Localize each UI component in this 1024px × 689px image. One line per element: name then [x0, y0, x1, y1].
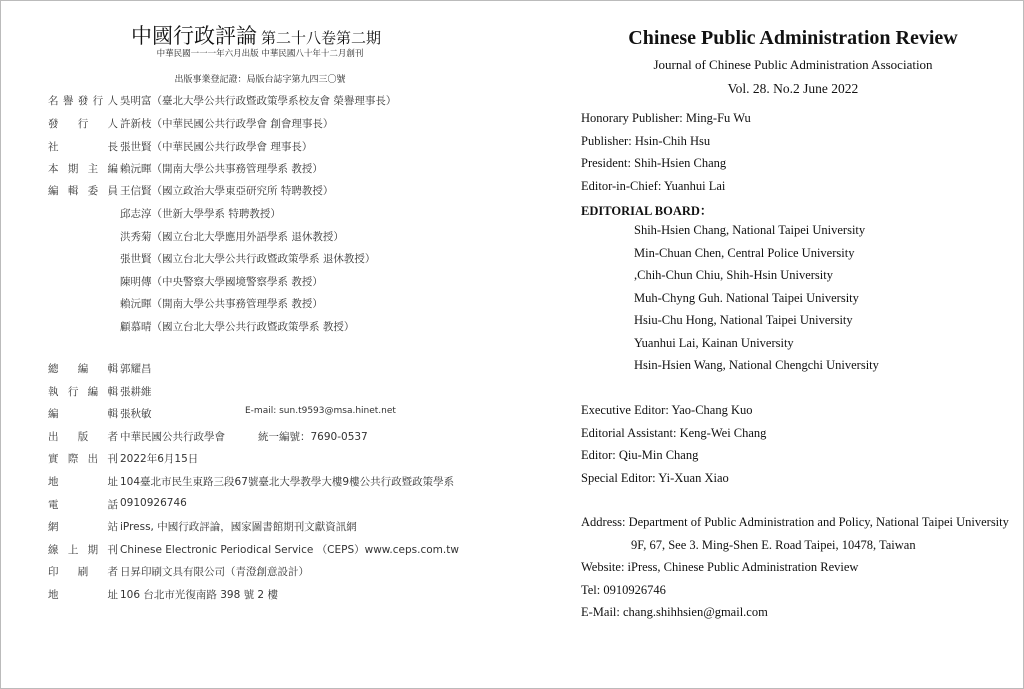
masthead-value: 106 台北市光復南路 398 號 2 樓	[120, 589, 278, 601]
masthead-value: 許新枝（中華民國公共行政學會 創會理事長）	[120, 118, 334, 130]
masthead-label: 地址	[48, 589, 118, 601]
masthead-value: 賴沅暉（開南大學公共事務管理學系 教授）	[120, 163, 323, 175]
editorial-board-member: Hsin-Hsien Wang, National Chengchi University	[634, 358, 879, 372]
masthead-value: 中華民國公共行政學會	[120, 430, 225, 443]
masthead-value: iPress, 中國行政評論，國家圖書館期刊文獻資訊網	[120, 521, 357, 534]
masthead-value: 郭耀昌	[120, 363, 152, 375]
staff-line: President: Shih-Hsien Chang	[581, 156, 727, 170]
editorial-board-member: 張世賢（國立台北大學公共行政暨政策學系 退休教授）	[120, 253, 376, 265]
editorial-board-member: 邱志淳（世新大學學系 特聘教授）	[120, 208, 281, 220]
publication-dates: 中華民國一一一年六月出版 中華民國八十年十二月創刊	[156, 49, 364, 59]
masthead-label: 編輯	[48, 408, 118, 421]
staff-line: Editor-in-Chief: Yuanhui Lai	[581, 178, 726, 193]
editor-line: Editorial Assistant: Keng-Wei Chang	[581, 425, 767, 440]
editorial-board-member: 賴沅暉（開南大學公共事務管理學系 教授）	[120, 298, 323, 310]
address-line: 9F, 67, See 3. Ming-Shen E. Road Taipei, 10478, Taiwan	[631, 538, 916, 552]
masthead-value: 張世賢（中華民國公共行政學會 理事長）	[120, 141, 313, 153]
editorial-board-heading: EDITORIAL BOARD：	[581, 204, 713, 218]
masthead-label: 執行編輯	[48, 385, 118, 398]
masthead-label: 實際出刊	[48, 453, 118, 466]
address-line: Address: Department of Public Administration and Policy, National Taipei University	[581, 515, 1009, 529]
masthead-label: 社長	[48, 141, 118, 153]
journal-title-en: Chinese Public Administration Review	[628, 27, 958, 49]
editorial-board-member: Min-Chuan Chen, Central Police University	[634, 245, 855, 260]
email-address: E-mail: sun.t9593@msa.hinet.net	[245, 406, 396, 417]
masthead-value: 張耕維	[120, 385, 152, 398]
editorial-board-member: Hsiu-Chu Hong, National Taipei University	[634, 313, 853, 327]
masthead-label: 名譽發行人	[48, 95, 118, 107]
masthead-label: 線上期刊	[48, 543, 118, 556]
registration-number: 出版事業登記證：局版台誌字第九四三〇號	[174, 75, 346, 85]
masthead-label: 本期主編	[48, 163, 118, 175]
editorial-board-member: Yuanhui Lai, Kainan University	[634, 335, 794, 350]
masthead-label: 電話	[48, 498, 118, 511]
tax-id: 統一編號：7690-0537	[258, 430, 368, 443]
editorial-board-member: 陳明傳（中央警察大學國境警察學系 教授）	[120, 275, 323, 288]
masthead-value: 日昇印刷文具有限公司（青澄創意設計）	[120, 566, 309, 579]
masthead-value: Chinese Electronic Periodical Service （CEPS）www.ceps.com.tw	[120, 543, 459, 556]
volume-info: Vol. 28. No.2 June 2022	[727, 81, 859, 96]
editorial-board-member: 顧慕晴（國立台北大學公共行政暨政策學系 教授）	[120, 320, 355, 333]
editorial-board-member: Muh-Chyng Guh. National Taipei University	[634, 290, 859, 305]
editorial-board-member: 洪秀菊（國立台北大學應用外語學系 退休教授）	[120, 230, 344, 243]
masthead-label: 總編輯	[48, 363, 118, 375]
masthead-value: 0910926746	[120, 496, 187, 509]
masthead-value: 104臺北市民生東路三段67號臺北大學教學大樓9樓公共行政暨政策學系	[120, 476, 455, 488]
editorial-board-member: Shih-Hsien Chang, National Taipei University	[634, 223, 866, 237]
masthead-title-zh	[0, 20, 512, 50]
contact-line: Tel: 0910926746	[581, 582, 666, 597]
masthead-label: 出版者	[48, 430, 118, 443]
journal-title: 中國行政評論	[130, 24, 257, 48]
masthead-value: 吳明富（臺北大學公共行政暨政策學系校友會 榮譽理事長）	[120, 95, 397, 107]
editorial-board-member: ,Chih-Chun Chiu, Shih-Hsin University	[634, 268, 833, 282]
masthead-value: 2022年6月15日	[120, 453, 199, 466]
staff-line: Publisher: Hsin-Chih Hsu	[581, 133, 711, 148]
masthead-label: 發行人	[48, 118, 118, 130]
journal-subtitle: Journal of Chinese Public Administration Association	[653, 57, 933, 72]
editor-line: Editor: Qiu-Min Chang	[581, 448, 699, 462]
editor-line: Executive Editor: Yao-Chang Kuo	[581, 403, 753, 417]
masthead-label: 編輯委員	[48, 185, 118, 197]
staff-line: Honorary Publisher: Ming-Fu Wu	[581, 111, 751, 125]
editor-line: Special Editor: Yi-Xuan Xiao	[581, 470, 729, 485]
masthead-label: 印刷者	[48, 566, 118, 579]
contact-line: Website: iPress, Chinese Public Administration Review	[581, 560, 859, 574]
issue-number: 第二十八卷第二期	[260, 29, 381, 47]
masthead-label: 網站	[48, 521, 118, 534]
contact-line: E-Mail: chang.shihhsien@gmail.com	[581, 605, 768, 619]
masthead-label: 地址	[48, 476, 118, 488]
masthead-value: 王信賢（國立政治大學東亞研究所 特聘教授）	[120, 185, 334, 197]
masthead-value: 張秋敏	[120, 408, 152, 421]
